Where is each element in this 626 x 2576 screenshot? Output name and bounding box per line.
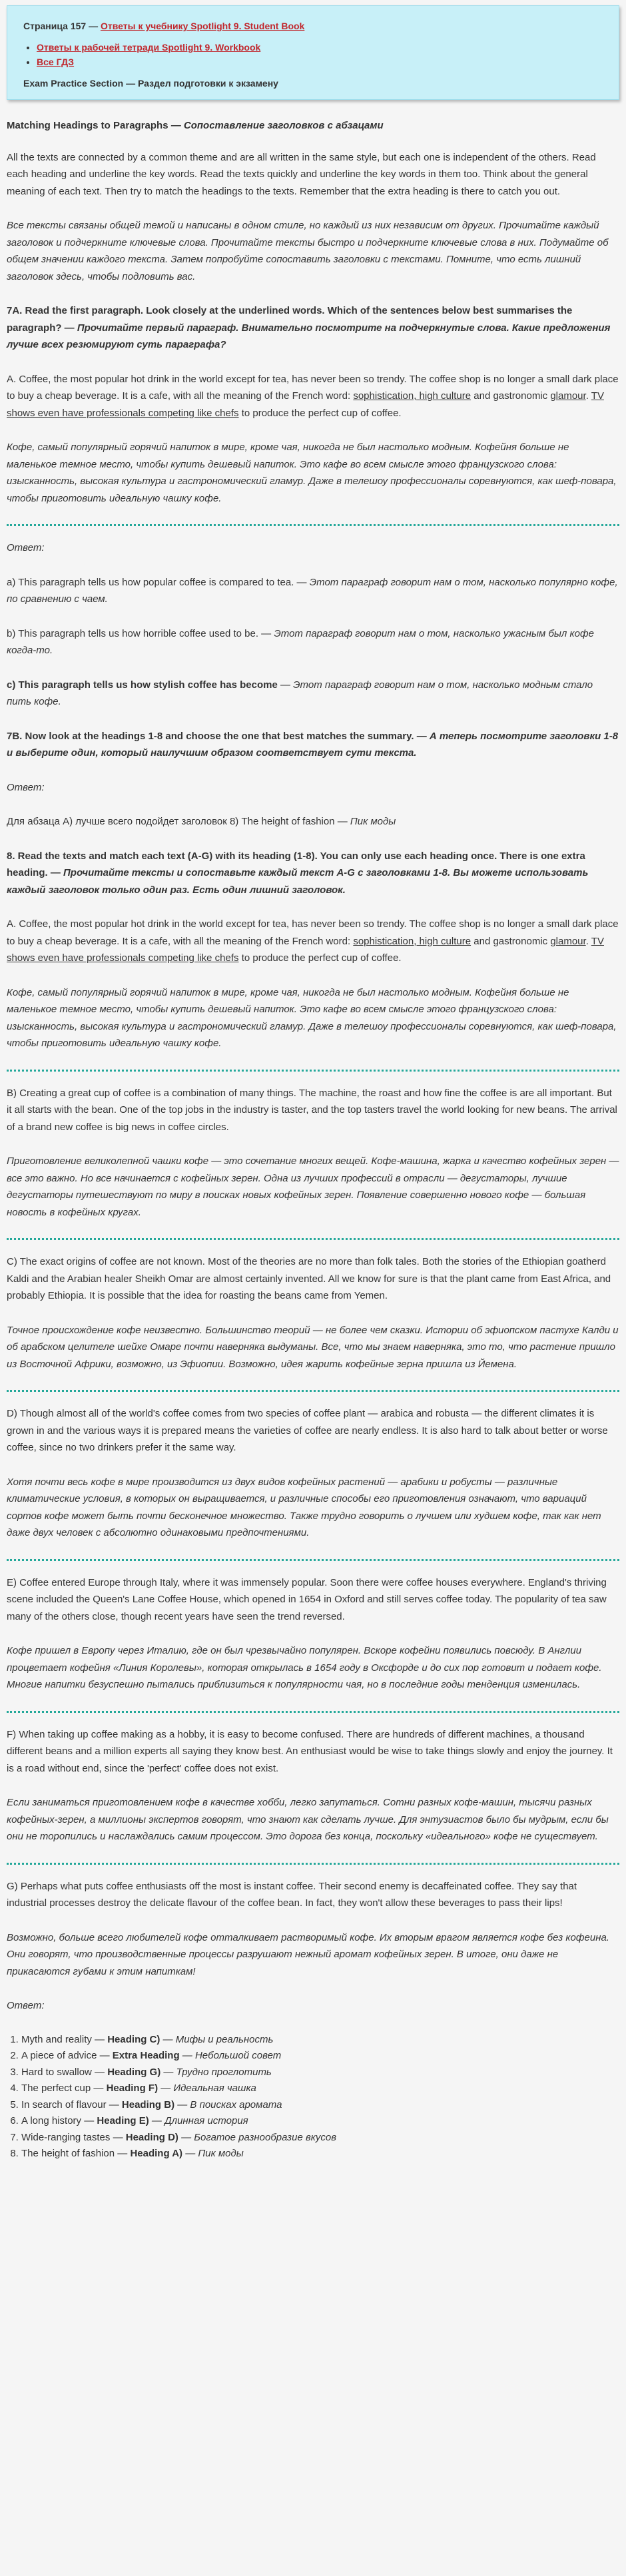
list-item: 6. A long history — Heading E) — Длинная история <box>21 2113 619 2130</box>
title-en: Matching Headings to Paragraphs <box>7 120 168 131</box>
workbook-answers-link[interactable]: Ответы к рабочей тетради Spotlight 9. Workbook <box>37 42 261 53</box>
question-7a-en: 7A. Read the first paragraph. Look closely at the underlined words. Which of the sentences below best summarises the paragraph? — <box>7 305 573 334</box>
textbook-answers-link[interactable]: Ответы к учебнику Spotlight 9. Student Book <box>100 21 305 31</box>
page-title <box>7 117 619 135</box>
list-item: 7. Wide-ranging tastes — Heading D) — Богатое разнообразие вкусов <box>21 2130 619 2146</box>
underlined-keywords: glamour <box>550 390 586 402</box>
list-item: 3. Hard to swallow — Heading G) — Трудно проглотить <box>21 2065 619 2081</box>
paragraph-a-en-repeat: A. Coffee, the most popular hot drink in the world except for tea, has never been so trendy. The coffee shop is no longer a small dark place to buy a cheap beverage. It is a cafe, with all the meaning of the French word: sophistication, high culture and gastronomic glamour. TV shows even have professionals competing like chefs to produce the perfect cup of coffee. <box>7 918 619 964</box>
paragraph-a-ru: Кофе, самый популярный горячий напиток в мире, кроме чая, никогда не был настолько модным. Кофейня больше не маленькое темное место, чтобы купить дешевый напиток. Это кафе во всем смысле этого французского слова: изысканность, высокая культура и гастрономический гламур. Даже в телешоу профессионалы соревнуются, как шеф-повара, чтобы приготовить идеальную чашку кофе. <box>7 442 617 504</box>
question-7a <box>7 302 619 354</box>
paragraph-e-ru: Кофе пришел в Европу через Италию, где он был чрезвычайно популярен. Вскоре кофейни появились повсюду. В Англии процветает кофейня «Линия Королевы», которая открылась в 1654 году в Оксфорде и до сих пор готовит и подает кофе. Многие напитки безуспешно пытались приблизиться к популярности чая, но в последние годы тенденция изменилась. <box>7 1645 602 1690</box>
paragraph-e-en: E) Coffee entered Europe through Italy, where it was immensely popular. Soon there were coffee houses everywhere. England's thriving scene included the Queen's Lane Coffee House, which opened in 1654 in Oxford and still serves coffee today. The popularity of tea saw many of the others close, though recent years have seen the trend reversed. <box>7 1576 607 1622</box>
paragraph-f-ru: Если заниматься приготовлением кофе в качестве хобби, легко запутаться. Сотни разных кофе-машин, тысячи разных кофейных-зерен, а миллионы экспертов говорят, что знают как сделать лучше. Для энтузиастов было бы мудрым, если бы они не торопились и наслаждались самим процессом. Это дорога без конца, поскольку «идеального» кофе не существует. <box>7 1797 609 1842</box>
answer-label: Ответ: <box>7 2000 45 2011</box>
dotted-separator <box>7 1863 619 1865</box>
dotted-separator <box>7 1559 619 1561</box>
header-links-list <box>23 41 603 69</box>
underlined-keywords: TV shows even have professionals competing like chefs <box>7 390 604 419</box>
answer-label: Ответ: <box>7 542 45 553</box>
list-item: 1. Myth and reality — Heading C) — Мифы и реальность <box>21 2032 619 2049</box>
all-gdz-link[interactable]: Все ГДЗ <box>37 57 75 67</box>
paragraph-b-ru: Приготовление великолепной чашки кофе — это сочетание многих вещей. Кофе-машина, жарка и качество кофейных зерен — все это важно. Но все начинается с кофейных зерен. Одна из лучших профессий в отрасли — дегустаторы, лучшие дегустаторы путешествуют по миру в поисках новых кофейных зерен. Появление совершенно нового кофе — большая новость в кофейных кругах. <box>7 1155 619 1218</box>
answer-label: Ответ: <box>7 781 45 793</box>
paragraph-f-en: F) When taking up coffee making as a hobby, it is easy to become confused. There are hundreds of different machines, a thousand different beans and a million experts all saying they know best. An enthusiast would be wise to take things slowly and enjoy the journey. It is a road without end, since the 'perfect' coffee does not exist. <box>7 1728 613 1774</box>
page-label: Страница 157 — <box>23 21 101 31</box>
list-item: 2. A piece of advice — Extra Heading — Небольшой совет <box>21 2048 619 2065</box>
paragraph-g-en: G) Perhaps what puts coffee enthusiasts off the most is instant coffee. Their second enemy is decaffeinated coffee. They say that industrial processes destroy the delicate flavour of the coffee bean. In fact, they won't allow these beverages to pass their lips! <box>7 1880 577 1909</box>
question-8: 8. Read the texts and match each text (A-G) with its heading (1-8). You can only use each heading once. There is one extra heading. — Прочитайте тексты и сопоставьте каждый текст A-G с заголовками 1-8. Вы можете использовать каждый заголовок только один раз. Есть один лишний заголовок. <box>7 850 589 896</box>
paragraph-c-en: C) The exact origins of coffee are not known. Most of the theories are no more than folk tales. Both the stories of the Ethiopian goatherd Kaldi and the Arabian healer Sheikh Omar are almost certainly invented. All we know for sure is that the plant came from East Africa, and probably Ethiopia. It is possible that the idea for roasting the beans came from Yemen. <box>7 1256 611 1301</box>
answers-list <box>7 2032 619 2162</box>
list-item: 8. The height of fashion — Heading A) — Пик моды <box>21 2146 619 2162</box>
header-link-item <box>37 41 603 54</box>
header-box <box>7 5 619 100</box>
list-item: 5. In search of flavour — Heading B) — В поисках аромата <box>21 2097 619 2114</box>
paragraph-a-ru-repeat: Кофе, самый популярный горячий напиток в мире, кроме чая, никогда не был настолько модным. Кофейня больше не маленькое темное место, чтобы купить дешевый напиток. Это кафе во всем смысле этого французского слова: изысканность, высокая культура и гастрономический гламур. Даже в телешоу профессионалы соревнуются, как шеф-повара, чтобы приготовить идеальную чашку кофе. <box>7 986 617 1049</box>
list-item: 4. The perfect cup — Heading F) — Идеальная чашка <box>21 2081 619 2097</box>
option-a: a) This paragraph tells us how popular coffee is compared to tea. — Этот параграф говорит нам о том, насколько популярно кофе, по сравнению с чаем. <box>7 576 618 605</box>
dotted-separator <box>7 1238 619 1240</box>
paragraph-g-ru: Возможно, больше всего любителей кофе отталкивает растворимый кофе. Их вторым врагом является кофе без кофеина. Они говорят, что производственные процессы разрушают нежный аромат кофейных зерен. В итоге, они даже не прикасаются губами к этим напиткам! <box>7 1931 609 1977</box>
section-title: Exam Practice Section — Раздел подготовки к экзамену <box>23 78 278 89</box>
paragraph-c-ru: Точное происхождение кофе неизвестно. Большинство теорий — не более чем сказки. Истории об эфиопском пастухе Калди и об арабском целителе шейхе Омаре почти наверняка выдуманы. Все, что мы знаем наверняка, это то, что растение пришло из Восточной Африки, возможно, из Эфиопии. Возможно, идея жарить кофейные зерна пришла из Йемена. <box>7 1324 619 1370</box>
dotted-separator <box>7 1711 619 1713</box>
paragraph-a-en: A. Coffee, the most popular hot drink in the world except for tea, has never been so trendy. The coffee shop is no longer a small dark place to buy a cheap beverage. It is a cafe, with all the meaning of the French word: sophistication, high culture and gastronomic glamour. TV shows even have professionals competing like chefs to produce the perfect cup of coffee. <box>7 373 619 419</box>
option-b: b) This paragraph tells us how horrible coffee used to be. — Этот параграф говорит нам о том, насколько ужасным был кофе когда-то. <box>7 627 595 656</box>
intro-en: All the texts are connected by a common theme and are all written in the same style, but each one is independent of the others. Read each heading and underline the key words. Read the texts quickly and underline the key words in them too. Think about the general meaning of each text. Then try to match the headings to the texts. Remember that the extra heading is there to catch you out. <box>7 151 596 197</box>
paragraph-b-en: B) Creating a great cup of coffee is a combination of many things. The machine, the roast and how fine the coffee is are all important. But it all starts with the bean. One of the top jobs in the industry is taster, and the top tasters travel the world looking for new beans. The arrival of a brand new coffee is big news in coffee circles. <box>7 1087 617 1133</box>
paragraph-d-en: D) Though almost all of the world's coffee comes from two species of coffee plant — arabica and robusta — the different climates it is grown in and the various ways it is prepared means the varieties of coffee are nearly endless. It is also hard to talk about better or worse coffee, since no two drinkers prefer it the same way. <box>7 1408 608 1453</box>
answer-7b: Для абзаца A) лучше всего подойдет заголовок 8) The height of fashion — Пик моды <box>7 816 396 827</box>
dotted-separator <box>7 524 619 526</box>
page-breadcrumb <box>23 19 603 33</box>
option-c: c) This paragraph tells us how stylish coffee has become — Этот параграф говорит нам о том, насколько модным стало пить кофе. <box>7 679 593 707</box>
intro-ru: Все тексты связаны общей темой и написаны в одном стиле, но каждый из них независим от других. Прочитайте каждый заголовок и подчеркните ключевые слова. Прочитайте тексты быстро и подчеркните ключевые слова в них. Подумайте об общем значении каждого текста. Затем попробуйте сопоставить заголовки с текстами. Помните, что есть лишний заголовок здесь, чтобы подловить вас. <box>7 220 609 282</box>
question-7b: 7B. Now look at the headings 1-8 and choose the one that best matches the summary. — А теперь посмотрите заголовки 1-8 и выберите один, который наилучшим образом соответствует сути текста. <box>7 730 619 759</box>
underlined-keywords: sophistication, high culture <box>353 390 471 402</box>
dotted-separator <box>7 1070 619 1072</box>
paragraph-d-ru: Хотя почти весь кофе в мире производится из двух видов кофейных растений — арабики и робусты — различные климатические условия, в которых он выращивается, и различные способы его приготовления означают, что вариаций сортов кофе может быть почти бесконечное множество. Также трудно говорить о лучшем или худшем кофе, так как нет даже двух человек с абсолютно одинаковыми предпочтениями. <box>7 1476 601 1538</box>
header-link-item <box>37 55 603 69</box>
dotted-separator <box>7 1390 619 1392</box>
title-ru: — Сопоставление заголовков с абзацами <box>168 120 384 131</box>
question-7a-ru: Прочитайте первый параграф. Внимательно посмотрите на подчеркнутые слова. Какие предложения лучше всех резюмируют суть параграфа? <box>7 322 611 350</box>
